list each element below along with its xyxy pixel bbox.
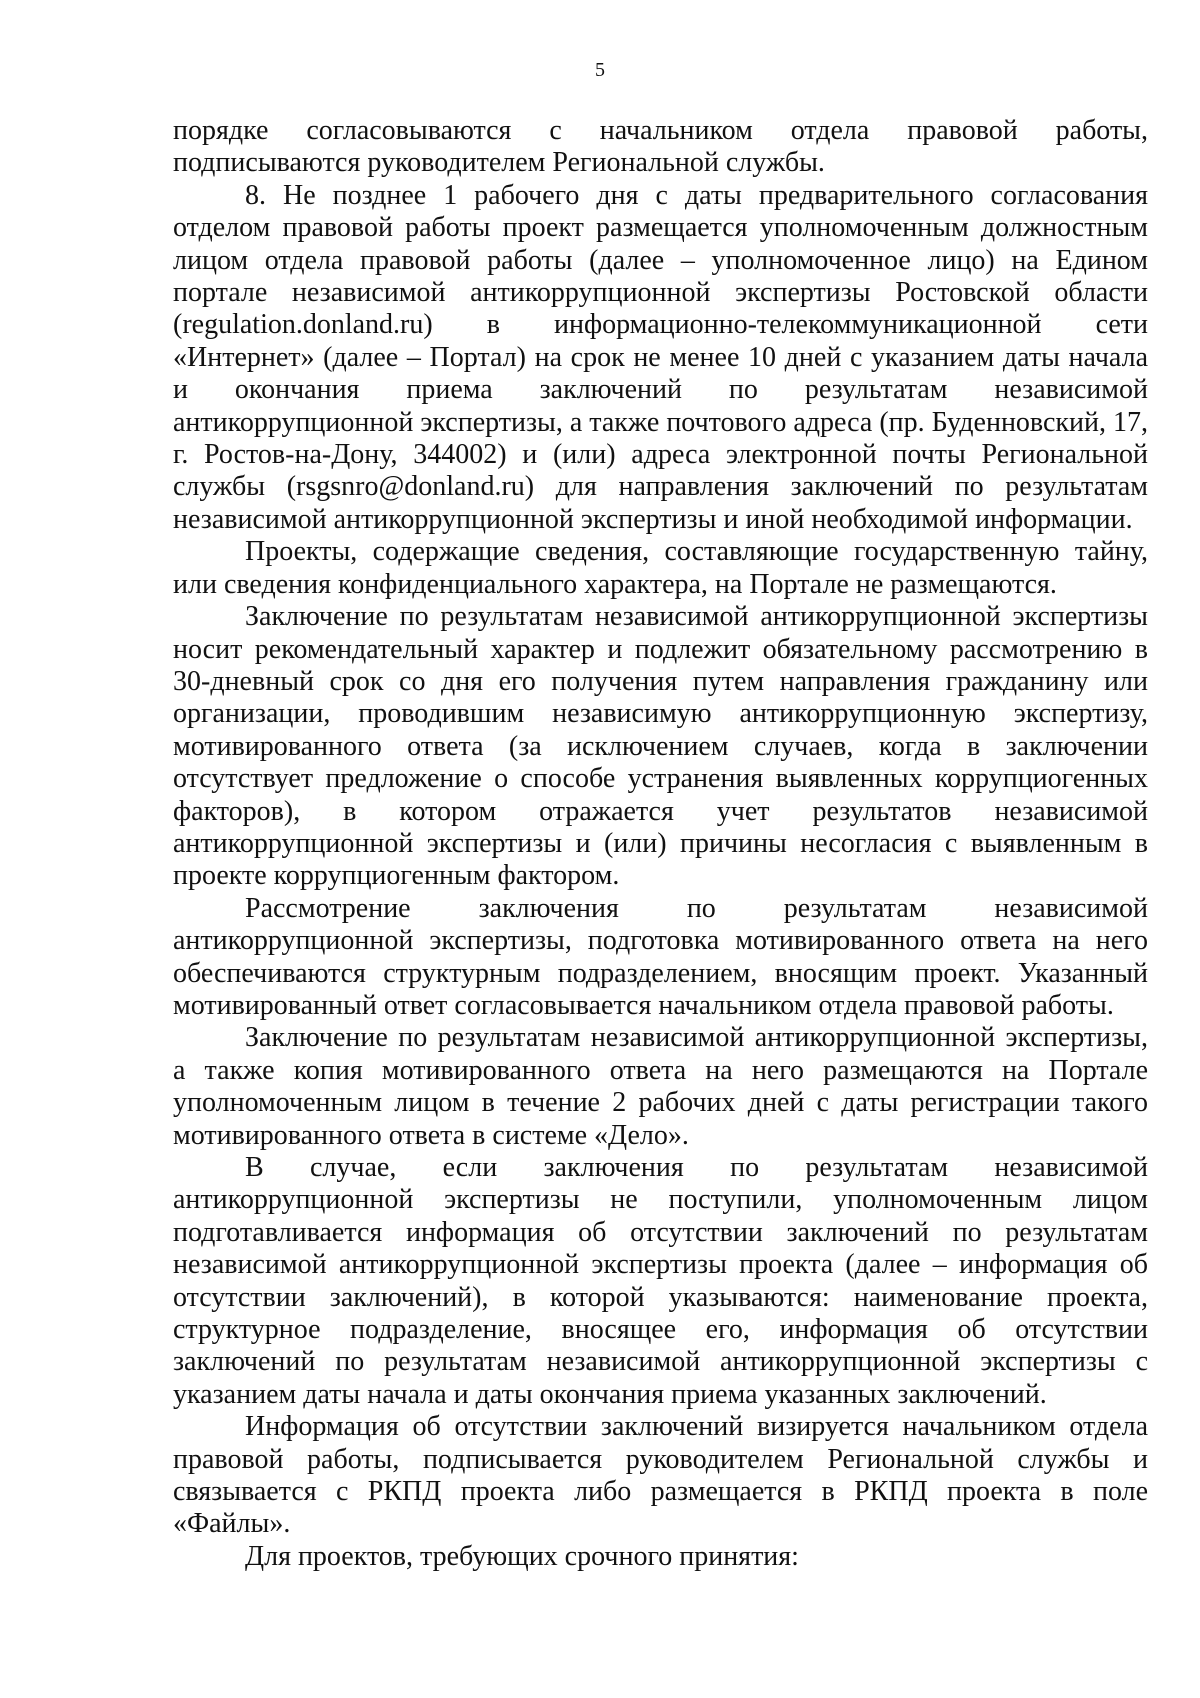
page-number: 5 [595,59,605,81]
paragraph-4: Заключение по результатам независимой антикоррупционной экспертизы носит рекомендательный характер и подлежит обязательному рассмотрению в 30-дневный срок со дня его получения путем направления гражданину или организации, проводившим независимую антикоррупционную экспертизу, мотивированного ответа (за исключением случаев, когда в заключении отсутствует предложение о способе устранения выявленных коррупциогенных факторов), в котором отражается учет результатов независимой антикоррупционной экспертизы и (или) причины несогласия с выявленным в проекте коррупциогенным фактором. [173,601,1148,892]
paragraph-5: Рассмотрение заключения по результатам независимой антикоррупционной экспертизы, подготовка мотивированного ответа на него обеспечиваются структурным подразделением, вносящим проект. Указанный мотивированный ответ согласовывается начальником отдела правовой работы. [173,892,1148,1021]
paragraph-3: Проекты, содержащие сведения, составляющие государственную тайну, или сведения конфиденциального характера, на Портале не размещаются. [173,536,1148,600]
paragraph-2: 8. Не позднее 1 рабочего дня с даты предварительного согласования отделом правовой работы проект размещается уполномоченным должностным лицом отдела правовой работы (далее – уполномоченное лицо) на Едином портале независимой антикоррупционной экспертизы Ростовской области (regulation.donland.ru) в информационно-телекоммуникационной сети «Интернет» (далее – Портал) на срок не менее 10 дней с указанием даты начала и окончания приема заключений по результатам независимой антикоррупционной экспертизы, а также почтового адреса (пр. Буденновский, 17, г. Ростов-на-Дону, 344002) и (или) адреса электронной почты Региональной службы (rsgsnro@donland.ru) для направления заключений по результатам независимой антикоррупционной экспертизы и иной необходимой информации. [173,179,1148,535]
paragraph-1: порядке согласовываются с начальником отдела правовой работы, подписываются руководителем Региональной службы. [173,115,1148,179]
paragraph-9: Для проектов, требующих срочного принятия: [245,1540,799,1572]
paragraph-6: Заключение по результатам независимой антикоррупционной экспертизы, а также копия мотивированного ответа на него размещаются на Портале уполномоченным лицом в течение 2 рабочих дней с даты регистрации такого мотивированного ответа в системе «Дело». [173,1022,1148,1151]
document-body [173,115,1148,1573]
paragraph-8: Информация об отсутствии заключений визируется начальником отдела правовой работы, подписывается руководителем Региональной службы и связывается с РКПД проекта либо размещается в РКПД проекта в поле «Файлы». [173,1411,1148,1540]
paragraph-7: В случае, если заключения по результатам независимой антикоррупционной экспертизы не поступили, уполномоченным лицом подготавливается информация об отсутствии заключений по результатам независимой антикоррупционной экспертизы проекта (далее – информация об отсутствии заключений), в которой указываются: наименование проекта, структурное подразделение, вносящее его, информация об отсутствии заключений по результатам независимой антикоррупционной экспертизы с указанием даты начала и даты окончания приема указанных заключений. [173,1152,1148,1410]
